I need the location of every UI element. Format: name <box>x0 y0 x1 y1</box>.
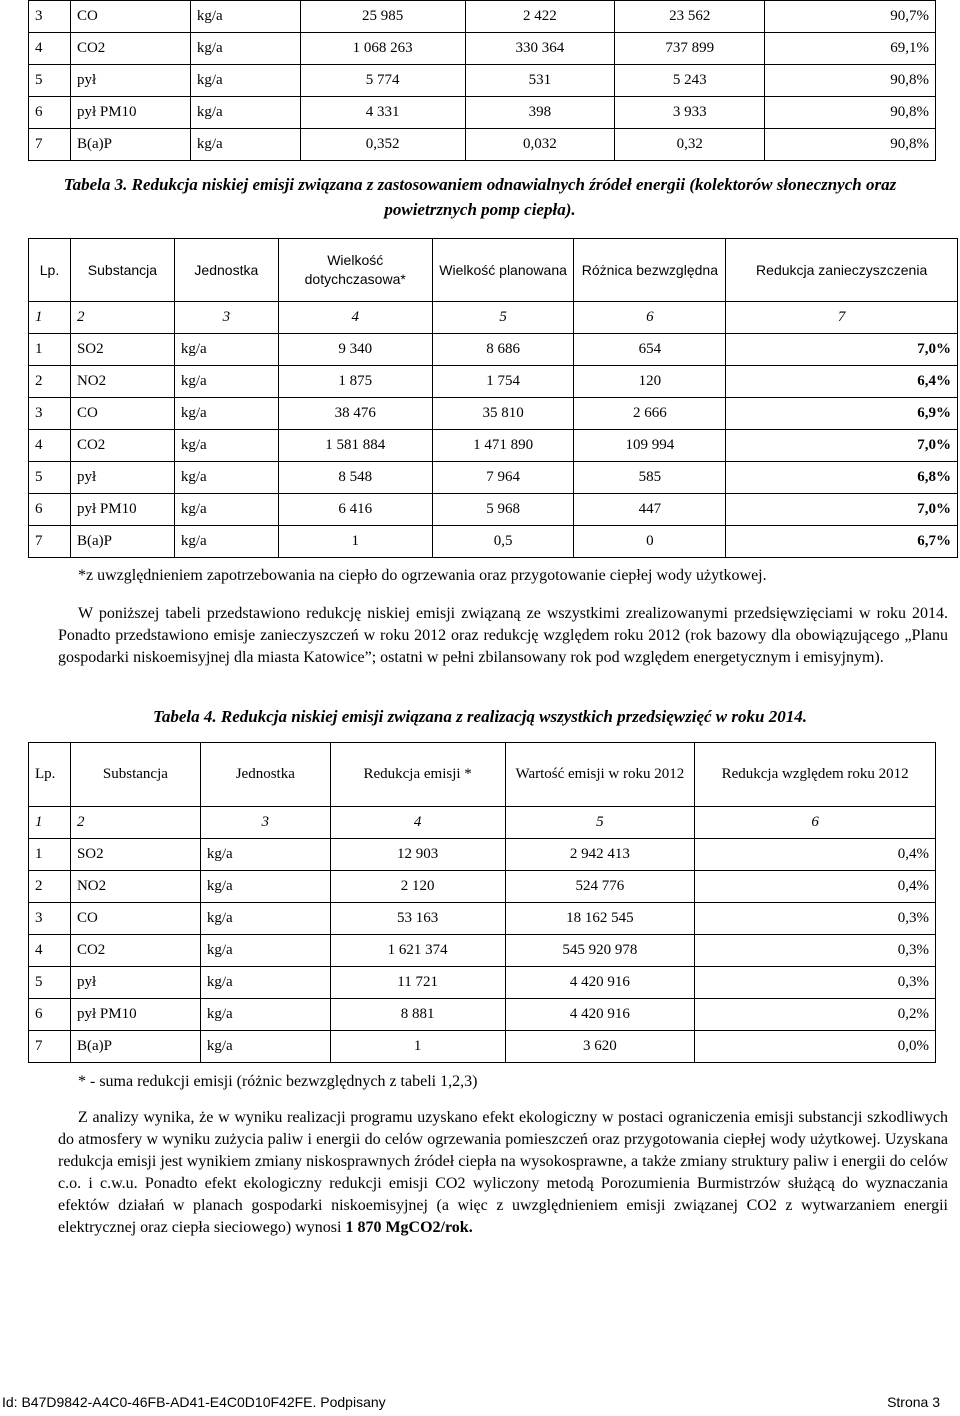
table-cell: NO2 <box>70 366 174 398</box>
table-cell: kg/a <box>200 871 330 903</box>
table3-caption-label: Tabela 3. <box>63 175 128 194</box>
table-cell: kg/a <box>174 494 278 526</box>
table-cell: 11 721 <box>330 967 505 999</box>
table-cell: 5 <box>505 807 695 839</box>
table-cell: 447 <box>574 494 726 526</box>
table-cell: CO2 <box>70 33 190 65</box>
table-cell: 8 881 <box>330 999 505 1031</box>
table-cell: Jednostka <box>174 239 278 302</box>
table-cell: kg/a <box>174 366 278 398</box>
table-cell: 90,8% <box>765 97 936 129</box>
table-cell: 120 <box>574 366 726 398</box>
table-cell: 7,0% <box>726 430 958 462</box>
table-cell: 3 <box>174 302 278 334</box>
table-cell: 3 620 <box>505 1031 695 1063</box>
table-cell: 12 903 <box>330 839 505 871</box>
table-cell: 90,8% <box>765 65 936 97</box>
table-cell: CO2 <box>70 935 200 967</box>
table-cell: 6 <box>29 494 71 526</box>
table-cell: 2 <box>29 366 71 398</box>
table-cell: pył <box>70 462 174 494</box>
table-cell: kg/a <box>174 430 278 462</box>
table-cell: 6 416 <box>278 494 432 526</box>
table-row <box>29 65 936 97</box>
table-cell: 4 331 <box>300 97 465 129</box>
table-cell: kg/a <box>200 903 330 935</box>
table-cell: 0,0% <box>695 1031 936 1063</box>
table-cell: 4 <box>29 935 71 967</box>
table-cell: 0,4% <box>695 839 936 871</box>
table-cell: Redukcja emisji * <box>330 743 505 807</box>
table-row <box>29 1031 936 1063</box>
table-cell: pył PM10 <box>70 494 174 526</box>
table-cell: kg/a <box>200 999 330 1031</box>
table3-caption <box>30 172 930 222</box>
table-cell: 7 964 <box>432 462 574 494</box>
table-cell: Jednostka <box>200 743 330 807</box>
table-cell: 7 <box>29 526 71 558</box>
table-cell: 109 994 <box>574 430 726 462</box>
table-row <box>29 967 936 999</box>
table-cell: 6,9% <box>726 398 958 430</box>
table-cell: 25 985 <box>300 1 465 33</box>
table-cell: 7 <box>29 129 71 161</box>
table-cell: CO <box>70 398 174 430</box>
table-cell: 0,3% <box>695 903 936 935</box>
table-row <box>29 494 958 526</box>
table-cell: pył PM10 <box>70 97 190 129</box>
table-cell: 23 562 <box>615 1 765 33</box>
table-cell: kg/a <box>174 334 278 366</box>
table3-footnote: *z uwzględnieniem zapotrzebowania na ciepło do ogrzewania oraz przygotowanie ciepłej wody użytkowej. <box>78 567 767 584</box>
table-row <box>29 935 936 967</box>
table-cell: 0,32 <box>615 129 765 161</box>
paragraph-2 <box>58 1107 948 1239</box>
table-cell: 4 420 916 <box>505 967 695 999</box>
table-cell: 8 686 <box>432 334 574 366</box>
table-row <box>29 398 958 430</box>
table-cell: 0,4% <box>695 871 936 903</box>
table-cell: Lp. <box>29 743 71 807</box>
table-cell: Substancja <box>70 239 174 302</box>
table3 <box>28 238 958 558</box>
table-cell: 6,8% <box>726 462 958 494</box>
table-cell: 1 754 <box>432 366 574 398</box>
table-cell: 35 810 <box>432 398 574 430</box>
table-index-row <box>29 807 936 839</box>
table-cell: 7,0% <box>726 334 958 366</box>
table-row <box>29 430 958 462</box>
table-row <box>29 999 936 1031</box>
paragraph-1: W poniższej tabeli przedstawiono redukcję niskiej emisji związaną ze wszystkimi zrealizowanymi przedsięwzięciami w roku 2014. Ponadto przedstawiono emisje zanieczyszczeń w roku 2012 oraz redukcję względem roku 2012 (rok bazowy dla obowiązującego „Planu gospodarki niskoemisyjnej dla miasta Katowice”; ostatni w pełni zbilansowany rok pod względem energetycznym i emisyjnym). <box>58 605 948 666</box>
table-cell: pył <box>70 65 190 97</box>
table-cell: kg/a <box>190 33 300 65</box>
footer-document-id: Id: B47D9842-A4C0-46FB-AD41-E4C0D10F42FE. Podpisany <box>2 1394 386 1410</box>
table-cell: 654 <box>574 334 726 366</box>
table-row <box>29 334 958 366</box>
table-row <box>29 526 958 558</box>
table-cell: Redukcja zanieczyszczenia <box>726 239 958 302</box>
table-cell: 737 899 <box>615 33 765 65</box>
table-cell: Redukcja względem roku 2012 <box>695 743 936 807</box>
table-cell: B(a)P <box>70 1031 200 1063</box>
table-cell: 1 <box>29 302 71 334</box>
table-cell: 4 420 916 <box>505 999 695 1031</box>
table-cell: 7 <box>29 1031 71 1063</box>
table-cell: SO2 <box>70 334 174 366</box>
table-cell: 0,2% <box>695 999 936 1031</box>
table-cell: 7,0% <box>726 494 958 526</box>
table-cell: 90,8% <box>765 129 936 161</box>
table-cell: Wielkość dotychczasowa* <box>278 239 432 302</box>
table-cell: kg/a <box>200 967 330 999</box>
table-cell: 545 920 978 <box>505 935 695 967</box>
table-cell: 7 <box>726 302 958 334</box>
table-cell: 2 422 <box>465 1 615 33</box>
table-cell: 2 <box>70 807 200 839</box>
table-cell: 53 163 <box>330 903 505 935</box>
table-cell: pył <box>70 967 200 999</box>
table-cell: 531 <box>465 65 615 97</box>
table-cell: 38 476 <box>278 398 432 430</box>
table3-caption-text: Redukcja niskiej emisji związana z zastosowaniem odnawialnych źródeł energii (kolektorów słonecznych oraz powietrznych pomp ciepła). <box>131 175 897 219</box>
table-cell: 5 <box>432 302 574 334</box>
table-cell: 3 <box>29 398 71 430</box>
table4-caption <box>30 704 930 729</box>
table-cell: 4 <box>29 430 71 462</box>
table-row <box>29 462 958 494</box>
table-cell: Lp. <box>29 239 71 302</box>
table-cell: kg/a <box>200 935 330 967</box>
table-cell: 0,352 <box>300 129 465 161</box>
table-cell: 2 942 413 <box>505 839 695 871</box>
table-cell: 90,7% <box>765 1 936 33</box>
table-cell: 5 243 <box>615 65 765 97</box>
table-cell: 1 875 <box>278 366 432 398</box>
table-cell: kg/a <box>174 398 278 430</box>
table-cell: 5 968 <box>432 494 574 526</box>
table-cell: 2 <box>29 871 71 903</box>
table-cell: 2 120 <box>330 871 505 903</box>
table-cell: 4 <box>330 807 505 839</box>
table-cell: CO <box>70 1 190 33</box>
table-cell: 1 <box>29 334 71 366</box>
table-cell: 1 <box>330 1031 505 1063</box>
table-cell: 585 <box>574 462 726 494</box>
table-row <box>29 129 936 161</box>
table-cell: Wartość emisji w roku 2012 <box>505 743 695 807</box>
table-cell: NO2 <box>70 871 200 903</box>
table-cell: 0,5 <box>432 526 574 558</box>
table-cell: kg/a <box>190 1 300 33</box>
table-cell: kg/a <box>174 526 278 558</box>
table-cell: 5 <box>29 65 71 97</box>
table-cell: 3 <box>29 903 71 935</box>
table4 <box>28 742 936 1063</box>
table4-caption-text: Redukcja niskiej emisji związana z realizacją wszystkich przedsięwzięć w roku 2014. <box>220 707 807 726</box>
table-cell: 2 <box>70 302 174 334</box>
table-cell: kg/a <box>190 65 300 97</box>
table-row <box>29 97 936 129</box>
table-cell: 9 340 <box>278 334 432 366</box>
table-cell: 69,1% <box>765 33 936 65</box>
table-row <box>29 366 958 398</box>
table-cell: 6 <box>574 302 726 334</box>
table-cell: 5 <box>29 967 71 999</box>
table-cell: 18 162 545 <box>505 903 695 935</box>
table-cell: 330 364 <box>465 33 615 65</box>
table-cell: 1 <box>29 807 71 839</box>
table4-footnote: * - suma redukcji emisji (różnic bezwzględnych z tabeli 1,2,3) <box>78 1073 478 1090</box>
table-cell: 5 <box>29 462 71 494</box>
table-cell: kg/a <box>174 462 278 494</box>
table-cell: 3 933 <box>615 97 765 129</box>
table-cell: 6,4% <box>726 366 958 398</box>
table-continuation <box>28 0 936 161</box>
table-cell: B(a)P <box>70 129 190 161</box>
table-cell: 5 774 <box>300 65 465 97</box>
footer-page-number: Strona 3 <box>887 1394 940 1410</box>
table-cell: 3 <box>29 1 71 33</box>
table-cell: B(a)P <box>70 526 174 558</box>
table-cell: 3 <box>200 807 330 839</box>
table-row <box>29 839 936 871</box>
paragraph-2-bold: 1 870 MgCO2/rok. <box>345 1219 473 1236</box>
table-cell: 4 <box>29 33 71 65</box>
table-cell: 524 776 <box>505 871 695 903</box>
table-cell: CO <box>70 903 200 935</box>
table-cell: 0,3% <box>695 967 936 999</box>
table-cell: 1 581 884 <box>278 430 432 462</box>
table-cell: 6 <box>695 807 936 839</box>
table-row <box>29 871 936 903</box>
table-cell: 6,7% <box>726 526 958 558</box>
table-cell: 0,032 <box>465 129 615 161</box>
table-cell: 6 <box>29 97 71 129</box>
table-cell: 0 <box>574 526 726 558</box>
table4-caption-label: Tabela 4. <box>153 707 217 726</box>
table-header-row <box>29 743 936 807</box>
table-cell: kg/a <box>200 839 330 871</box>
table-cell: pył PM10 <box>70 999 200 1031</box>
table-cell: 398 <box>465 97 615 129</box>
table-cell: Substancja <box>70 743 200 807</box>
table-cell: 2 666 <box>574 398 726 430</box>
table-cell: Różnica bezwzględna <box>574 239 726 302</box>
table-cell: 4 <box>278 302 432 334</box>
table-cell: 1 <box>278 526 432 558</box>
table-row <box>29 1 936 33</box>
table-cell: 0,3% <box>695 935 936 967</box>
table-cell: kg/a <box>190 129 300 161</box>
table-cell: 6 <box>29 999 71 1031</box>
paragraph-2-text: Z analizy wynika, że w wyniku realizacji programu uzyskano efekt ekologiczny w postaci ograniczenia emisji substancji szkodliwych do atmosfery w wyniku zużycia paliw i energii do celów ogrzewania pomieszczeń oraz przygotowania ciepłej wody użytkowej. Uzyskana redukcja emisji jest wynikiem zmiany niskosprawnych źródeł ciepła na wysokosprawne, a także zmiany struktury paliw i energii do celów c.o. i c.w.u. Ponadto efekt ekologiczny redukcji emisji CO2 wyliczony metodą Porozumienia Burmistrzów służącą do wyznaczania efektów działań w planach gospodarki niskoemisyjnej (a więc z uwzględnieniem emisji związanej CO2 z wytwarzaniem energii elektrycznej oraz ciepła sieciowego) wynosi <box>58 1109 948 1236</box>
table-cell: 1 471 890 <box>432 430 574 462</box>
table-row <box>29 33 936 65</box>
table-cell: kg/a <box>190 97 300 129</box>
table-cell: 1 068 263 <box>300 33 465 65</box>
table-header-row <box>29 239 958 302</box>
table-row <box>29 903 936 935</box>
table-cell: 1 621 374 <box>330 935 505 967</box>
table-cell: 8 548 <box>278 462 432 494</box>
table-index-row <box>29 302 958 334</box>
table-cell: 1 <box>29 839 71 871</box>
table-cell: Wielkość planowana <box>432 239 574 302</box>
table-cell: CO2 <box>70 430 174 462</box>
table-cell: kg/a <box>200 1031 330 1063</box>
table-cell: SO2 <box>70 839 200 871</box>
